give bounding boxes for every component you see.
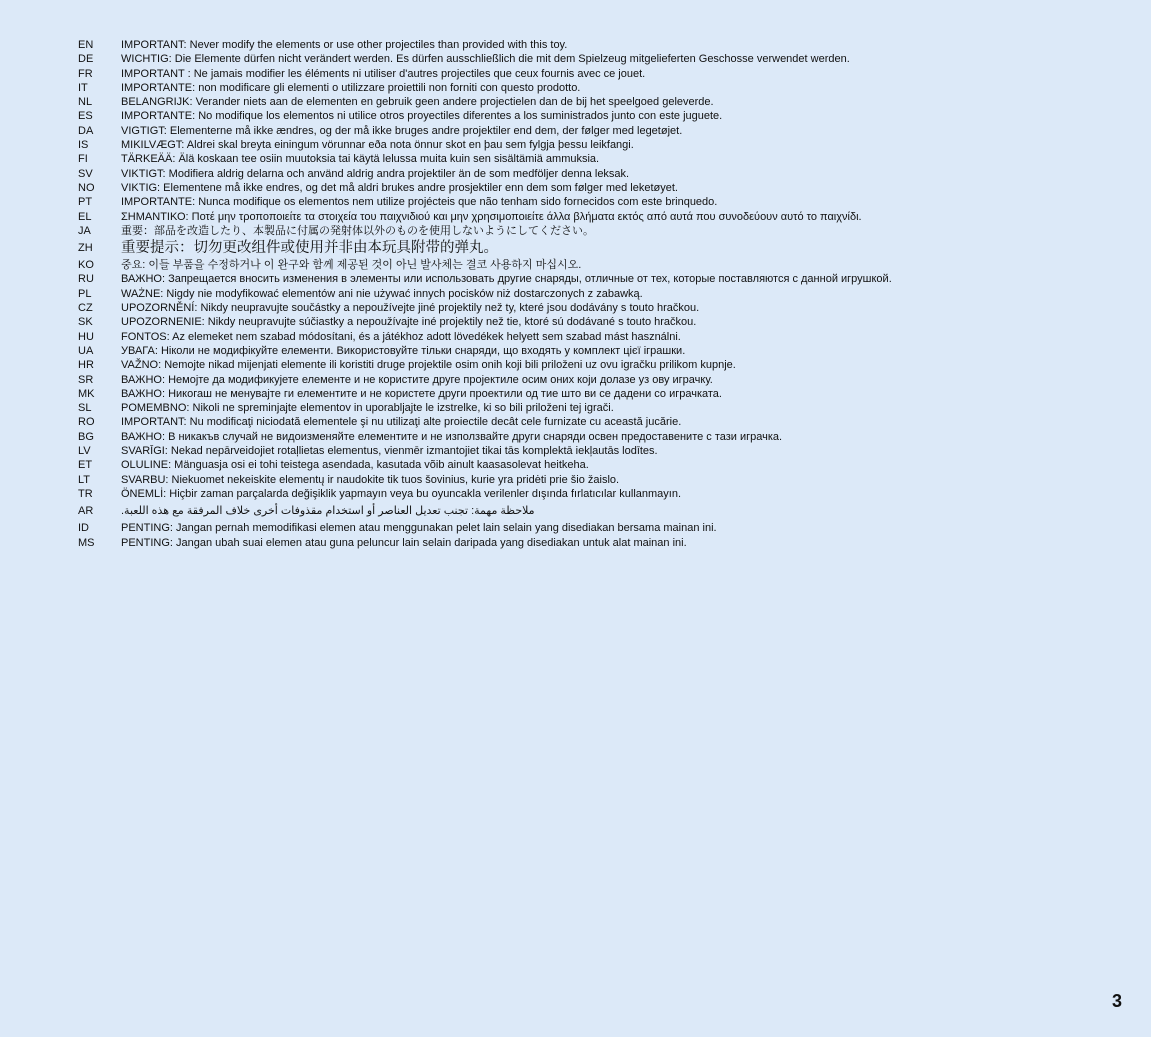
warning-row-pt: [78, 195, 1138, 209]
warning-row-ru: [78, 272, 1138, 286]
warning-text: PENTING: Jangan ubah suai elemen atau guna peluncur lain selain daripada yang disediakan untuk alat mainan ini.: [121, 536, 687, 549]
language-code: ET: [78, 459, 93, 472]
language-code: IT: [78, 81, 88, 94]
warning-row-sk: [78, 315, 1138, 329]
warning-text: IMPORTANTE: No modifique los elementos ni utilice otros proyectiles diferentes a los suministrados junto con este juguete.: [121, 110, 723, 123]
language-code: EL: [78, 210, 92, 223]
language-code: ID: [78, 522, 89, 535]
warning-text: ВАЖНО: Никогаш не менувајте ги елементите и не користете други проектили од тие што ви се дадени со играчката.: [121, 387, 722, 400]
language-code: IS: [78, 139, 89, 152]
language-code: HR: [78, 359, 94, 372]
warning-row-ko: [78, 258, 1138, 272]
warning-text: IMPORTANTE: Nunca modifique os elementos nem utilize projécteis que não tenham sido fornecidos com este brinquedo.: [121, 196, 718, 209]
language-code: HU: [78, 330, 94, 343]
language-code: NL: [78, 96, 93, 109]
warning-row-es: [78, 109, 1138, 123]
warning-text: PENTING: Jangan pernah memodifikasi elemen atau menggunakan pelet lain selain yang disediakan bersama mainan ini.: [121, 522, 717, 535]
warning-row-lv: [78, 444, 1138, 458]
warning-text: ÖNEMLİ: Hiçbir zaman parçalarda değişiklik yapmayın veya bu oyuncakla verilenler dışında fırlatıcılar kullanmayın.: [121, 487, 682, 500]
warning-text: SVARBU: Niekuomet nekeiskite elementų ir naudokite tik tuos šovinius, kurie yra pridėti prie šio žaislo.: [121, 473, 620, 486]
warning-row-et: [78, 458, 1138, 472]
warning-row-sv: [78, 167, 1138, 181]
language-code: DE: [78, 53, 94, 66]
warning-row-sl: [78, 401, 1138, 415]
language-code: FI: [78, 153, 88, 166]
warning-text: WICHTIG: Die Elemente dürfen nicht verändert werden. Es dürfen ausschließlich die mit dem Spielzeug mitgelieferten Geschosse verwendet werden.: [121, 53, 850, 66]
language-code: UA: [78, 344, 94, 357]
warning-text: VIKTIG: Elementene må ikke endres, og det må aldri brukes andre prosjektiler enn dem som følger med leketøyet.: [121, 181, 678, 194]
language-code: LV: [78, 445, 91, 458]
warning-row-hr: [78, 358, 1138, 372]
warning-row-fi: [78, 152, 1138, 166]
warning-row-it: [78, 81, 1138, 95]
multilingual-warning-list: [78, 38, 1138, 550]
warning-text: BELANGRIJK: Verander niets aan de elementen en gebruik geen andere projectielen dan de bij het speelgoed geleverde.: [121, 96, 714, 109]
language-code: LT: [78, 473, 91, 486]
warning-row-hu: [78, 330, 1138, 344]
warning-text: IMPORTANTE: non modificare gli elementi o utilizzare proiettili non forniti con questo prodotto.: [121, 81, 581, 94]
language-code: TR: [78, 487, 93, 500]
language-code: MK: [78, 387, 95, 400]
warning-row-ua: [78, 344, 1138, 358]
warning-text: IMPORTANT : Ne jamais modifier les éléments ni utiliser d'autres projectiles que ceux fournis avec ce jouet.: [121, 67, 646, 80]
language-code: CZ: [78, 302, 93, 315]
language-code: SR: [78, 373, 94, 386]
warning-text: FONTOS: Az elemeket nem szabad módosítani, és a játékhoz adott lövedékek helyett sem szabad mást használni.: [121, 330, 681, 343]
warning-row-ms: [78, 536, 1138, 550]
warning-text: ВАЖНО: Запрещается вносить изменения в элементы или использовать другие снаряды, отличные от тех, которые поставляются с данной игрушкой.: [121, 273, 892, 286]
warning-row-pl: [78, 287, 1138, 301]
warning-row-sr: [78, 373, 1138, 387]
warning-row-is: [78, 138, 1138, 152]
language-code: RU: [78, 273, 94, 286]
warning-text: 重要提示：切勿更改组件或使用并非由本玩具附带的弹丸。: [121, 240, 498, 257]
warning-row-ar: [78, 501, 1138, 521]
warning-row-en: [78, 38, 1138, 52]
warning-text: TÄRKEÄÄ: Älä koskaan tee osiin muutoksia tai käytä lelussa muita kuin sen sisältämiä ammuksia.: [121, 153, 600, 166]
warning-text: WAŻNE: Nigdy nie modyfikować elementów ani nie używać innych pocisków niż dostarczonych z zabawką.: [121, 287, 643, 300]
warning-row-fr: [78, 67, 1138, 81]
warning-row-no: [78, 181, 1138, 195]
page-number: 3: [1111, 991, 1122, 1011]
language-code: RO: [78, 416, 95, 429]
warning-text: ВАЖНО: Немојте да модификујете елементе и не користите друге пројектиле осим оних који долазе уз ову играчку.: [121, 373, 713, 386]
language-code: EN: [78, 39, 94, 51]
language-code: AR: [78, 505, 94, 518]
warning-row-ja: [78, 224, 1138, 238]
warning-text: UPOZORNENIE: Nikdy neupravujte súčiastky a nepoužívajte iné projektily než tie, ktoré sú dodávané s touto hračkou.: [121, 316, 697, 329]
language-code: KO: [78, 259, 94, 272]
warning-row-ro: [78, 415, 1138, 429]
warning-text: VIKTIGT: Modifiera aldrig delarna och använd aldrig andra projektiler än de som medföljer denna leksak.: [121, 167, 630, 180]
language-code: FR: [78, 67, 93, 80]
warning-text: SVARĪGI: Nekad nepārveidojiet rotaļlietas elementus, vienmēr izmantojiet tikai tās komplektā iekļautās lodītes.: [121, 445, 658, 458]
warning-row-tr: [78, 487, 1138, 501]
warning-text: VAŽNO: Nemojte nikad mijenjati elemente ili koristiti druge projektile osim onih koji bili priloženi uz ovu igračku prilikom kupnje.: [121, 359, 736, 372]
warning-row-zh: [78, 238, 1138, 258]
warning-text: ΣΗΜΑΝΤΙΚΟ: Ποτέ μην τροποποιείτε τα στοιχεία του παιχνιδιού και μην χρησιμοποιείτε άλλα βλήματα εκτός από αυτά που συνοδεύουν αυτό το παιχνίδι.: [121, 210, 862, 223]
warning-row-mk: [78, 387, 1138, 401]
warning-row-cz: [78, 301, 1138, 315]
language-code: JA: [78, 224, 91, 237]
language-code: SV: [78, 167, 93, 180]
language-code: PT: [78, 196, 93, 209]
warning-text: VIGTIGT: Elementerne må ikke ændres, og der må ikke bruges andre projektiler end dem, der følger med legetøjet.: [121, 124, 683, 137]
language-code: DA: [78, 124, 94, 137]
language-code: MS: [78, 536, 95, 549]
warning-text: ВАЖНО: В никакъв случай не видоизменяйте елементите и не използвайте други снаряди освен предоставените с тази играчка.: [121, 430, 783, 443]
warning-row-lt: [78, 473, 1138, 487]
warning-row-de: [78, 52, 1138, 66]
warning-text: УВАГА: Ніколи не модифікуйте елементи. Використовуйте тільки снаряди, що входять у комплект цієї іграшки.: [121, 344, 686, 357]
warning-text: ملاحظة مهمة: تجنب تعديل العناصر أو استخدام مقذوفات أخرى خلاف المرفقة مع هذه اللعبة.: [121, 505, 535, 518]
warning-text: MIKILVÆGT: Aldrei skal breyta einingum vörunnar eða nota önnur skot en þau sem fylgja þessu leikfangi.: [121, 139, 634, 152]
warning-text: UPOZORNĚNÍ: Nikdy neupravujte součástky a nepoužívejte jiné projektily než ty, které jsou dodávány s touto hračkou.: [121, 302, 700, 315]
warning-row-da: [78, 124, 1138, 138]
language-code: ES: [78, 110, 93, 123]
warning-text: 중요: 이들 부품을 수정하거나 이 완구와 함께 제공된 것이 아닌 발사체는 결코 사용하지 마십시오.: [121, 259, 582, 272]
language-code: BG: [78, 430, 94, 443]
warning-row-bg: [78, 430, 1138, 444]
language-code: ZH: [78, 242, 93, 255]
language-code: SL: [78, 402, 92, 415]
warning-text: IMPORTANT: Never modify the elements or use other projectiles than provided with this toy.: [121, 39, 568, 51]
warning-text: OLULINE: Mänguasja osi ei tohi teistega asendada, kasutada võib ainult kaasasolevat heitkeha.: [121, 459, 589, 472]
language-code: NO: [78, 181, 95, 194]
warning-row-el: [78, 210, 1138, 224]
language-code: PL: [78, 287, 92, 300]
warning-text: 重要：部品を改造したり、本製品に付属の発射体以外のものを使用しないようにしてください。: [121, 224, 594, 237]
warning-row-id: [78, 521, 1138, 535]
language-code: SK: [78, 316, 93, 329]
warning-text: POMEMBNO: Nikoli ne spreminjajte elementov in uporabljajte le izstrelke, ki so bili priloženi tej igrači.: [121, 402, 614, 415]
warning-text: IMPORTANT: Nu modificaţi niciodată elementele şi nu utilizaţi alte proiectile decât cele furnizate cu această jucărie.: [121, 416, 682, 429]
warning-row-nl: [78, 95, 1138, 109]
